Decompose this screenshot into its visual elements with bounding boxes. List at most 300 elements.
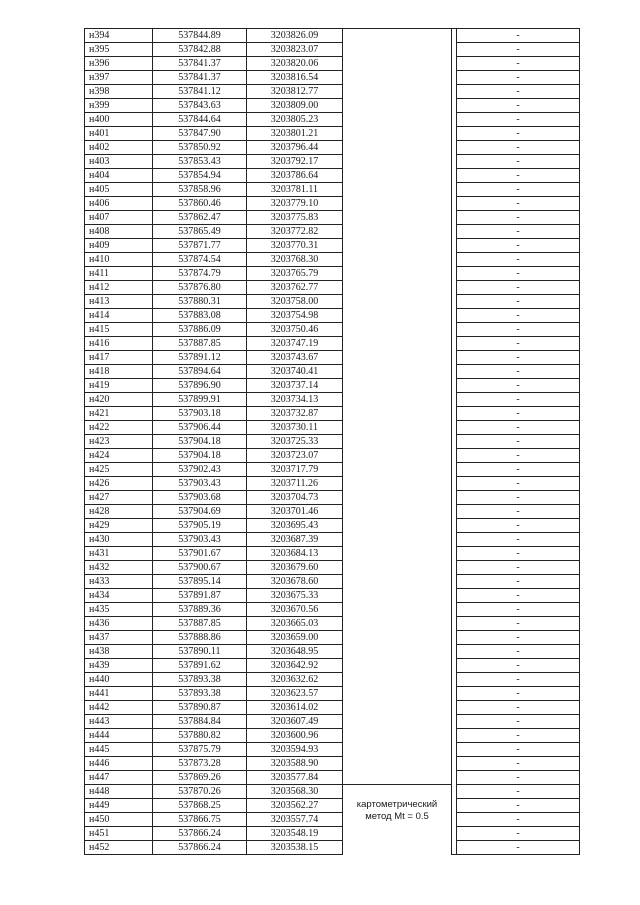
x-coordinate-cell: 537841.37 — [153, 71, 247, 85]
point-name-cell: н396 — [85, 57, 153, 71]
dash-cell: - — [457, 841, 580, 855]
dash-cell: - — [457, 701, 580, 715]
dash-cell: - — [457, 729, 580, 743]
table-row — [85, 337, 580, 351]
x-coordinate-cell: 537841.12 — [153, 85, 247, 99]
x-coordinate-cell: 537886.09 — [153, 323, 247, 337]
dash-cell: - — [457, 71, 580, 85]
dash-cell: - — [457, 561, 580, 575]
table-row — [85, 127, 580, 141]
x-coordinate-cell: 537893.38 — [153, 687, 247, 701]
table-row — [85, 43, 580, 57]
method-cell — [343, 323, 452, 337]
x-coordinate-cell: 537847.90 — [153, 127, 247, 141]
dash-cell: - — [457, 589, 580, 603]
method-cell — [343, 351, 452, 365]
y-coordinate-cell: 3203632.62 — [247, 673, 343, 687]
point-name-cell: н420 — [85, 393, 153, 407]
point-name-cell: н429 — [85, 519, 153, 533]
dash-cell: - — [457, 267, 580, 281]
table-row — [85, 617, 580, 631]
table-row — [85, 547, 580, 561]
table-row — [85, 393, 580, 407]
x-coordinate-cell: 537891.62 — [153, 659, 247, 673]
y-coordinate-cell: 3203801.21 — [247, 127, 343, 141]
point-name-cell: н432 — [85, 561, 153, 575]
point-name-cell: н445 — [85, 743, 153, 757]
y-coordinate-cell: 3203665.03 — [247, 617, 343, 631]
x-coordinate-cell: 537890.87 — [153, 701, 247, 715]
dash-cell: - — [457, 183, 580, 197]
method-cell — [343, 211, 452, 225]
dash-cell: - — [457, 463, 580, 477]
x-coordinate-cell: 537884.84 — [153, 715, 247, 729]
method-cell — [343, 225, 452, 239]
method-cell — [343, 43, 452, 57]
x-coordinate-cell: 537895.14 — [153, 575, 247, 589]
method-cell — [343, 743, 452, 757]
point-name-cell: н449 — [85, 799, 153, 813]
point-name-cell: н402 — [85, 141, 153, 155]
x-coordinate-cell: 537853.43 — [153, 155, 247, 169]
y-coordinate-cell: 3203648.95 — [247, 645, 343, 659]
y-coordinate-cell: 3203687.39 — [247, 533, 343, 547]
method-cell — [343, 785, 452, 855]
x-coordinate-cell: 537876.80 — [153, 281, 247, 295]
table-row — [85, 575, 580, 589]
x-coordinate-cell: 537901.67 — [153, 547, 247, 561]
table-row — [85, 603, 580, 617]
dash-cell: - — [457, 57, 580, 71]
method-cell — [343, 85, 452, 99]
table-row — [85, 701, 580, 715]
x-coordinate-cell: 537871.77 — [153, 239, 247, 253]
method-cell — [343, 99, 452, 113]
dash-cell: - — [457, 673, 580, 687]
y-coordinate-cell: 3203809.00 — [247, 99, 343, 113]
method-cell — [343, 701, 452, 715]
y-coordinate-cell: 3203600.96 — [247, 729, 343, 743]
dash-cell: - — [457, 533, 580, 547]
point-name-cell: н446 — [85, 757, 153, 771]
table-row — [85, 295, 580, 309]
x-coordinate-cell: 537899.91 — [153, 393, 247, 407]
table-row — [85, 211, 580, 225]
y-coordinate-cell: 3203758.00 — [247, 295, 343, 309]
point-name-cell: н419 — [85, 379, 153, 393]
x-coordinate-cell: 537860.46 — [153, 197, 247, 211]
point-name-cell: н407 — [85, 211, 153, 225]
x-coordinate-cell: 537906.44 — [153, 421, 247, 435]
method-cell — [343, 379, 452, 393]
dash-cell: - — [457, 211, 580, 225]
method-cell — [343, 687, 452, 701]
dash-cell: - — [457, 505, 580, 519]
table-row — [85, 505, 580, 519]
y-coordinate-cell: 3203568.30 — [247, 785, 343, 799]
dash-cell: - — [457, 449, 580, 463]
x-coordinate-cell: 537893.38 — [153, 673, 247, 687]
table-row — [85, 365, 580, 379]
x-coordinate-cell: 537894.64 — [153, 365, 247, 379]
x-coordinate-cell: 537903.43 — [153, 477, 247, 491]
point-name-cell: н422 — [85, 421, 153, 435]
point-name-cell: н430 — [85, 533, 153, 547]
point-name-cell: н439 — [85, 659, 153, 673]
method-cell — [343, 407, 452, 421]
x-coordinate-cell: 537883.08 — [153, 309, 247, 323]
table-row — [85, 813, 580, 827]
y-coordinate-cell: 3203695.43 — [247, 519, 343, 533]
y-coordinate-cell: 3203678.60 — [247, 575, 343, 589]
x-coordinate-cell: 537900.67 — [153, 561, 247, 575]
point-name-cell: н427 — [85, 491, 153, 505]
method-cell — [343, 281, 452, 295]
y-coordinate-cell: 3203730.11 — [247, 421, 343, 435]
coordinates-table — [84, 28, 580, 855]
dash-cell: - — [457, 379, 580, 393]
y-coordinate-cell: 3203701.46 — [247, 505, 343, 519]
point-name-cell: н415 — [85, 323, 153, 337]
x-coordinate-cell: 537850.92 — [153, 141, 247, 155]
x-coordinate-cell: 537844.89 — [153, 29, 247, 43]
table-row — [85, 267, 580, 281]
y-coordinate-cell: 3203765.79 — [247, 267, 343, 281]
table-row — [85, 645, 580, 659]
x-coordinate-cell: 537843.63 — [153, 99, 247, 113]
dash-cell: - — [457, 197, 580, 211]
point-name-cell: н442 — [85, 701, 153, 715]
dash-cell: - — [457, 337, 580, 351]
table-row — [85, 659, 580, 673]
dash-cell: - — [457, 771, 580, 785]
table-row — [85, 785, 580, 799]
y-coordinate-cell: 3203823.07 — [247, 43, 343, 57]
x-coordinate-cell: 537904.69 — [153, 505, 247, 519]
point-name-cell: н412 — [85, 281, 153, 295]
dash-cell: - — [457, 295, 580, 309]
method-cell — [343, 645, 452, 659]
y-coordinate-cell: 3203577.84 — [247, 771, 343, 785]
x-coordinate-cell: 537880.31 — [153, 295, 247, 309]
point-name-cell: н451 — [85, 827, 153, 841]
table-row — [85, 827, 580, 841]
point-name-cell: н409 — [85, 239, 153, 253]
table-row — [85, 309, 580, 323]
y-coordinate-cell: 3203557.74 — [247, 813, 343, 827]
point-name-cell: н405 — [85, 183, 153, 197]
x-coordinate-cell: 537874.79 — [153, 267, 247, 281]
method-cell — [343, 421, 452, 435]
point-name-cell: н425 — [85, 463, 153, 477]
dash-cell: - — [457, 351, 580, 365]
point-name-cell: н421 — [85, 407, 153, 421]
point-name-cell: н417 — [85, 351, 153, 365]
y-coordinate-cell: 3203725.33 — [247, 435, 343, 449]
y-coordinate-cell: 3203659.00 — [247, 631, 343, 645]
method-cell — [343, 715, 452, 729]
dash-cell: - — [457, 253, 580, 267]
table-row — [85, 85, 580, 99]
x-coordinate-cell: 537905.19 — [153, 519, 247, 533]
y-coordinate-cell: 3203670.56 — [247, 603, 343, 617]
point-name-cell: н414 — [85, 309, 153, 323]
method-line-2: метод Mt = 0.5 — [365, 811, 429, 822]
table-row — [85, 449, 580, 463]
y-coordinate-cell: 3203770.31 — [247, 239, 343, 253]
table-row — [85, 407, 580, 421]
point-name-cell: н444 — [85, 729, 153, 743]
point-name-cell: н443 — [85, 715, 153, 729]
point-name-cell: н440 — [85, 673, 153, 687]
dash-cell: - — [457, 239, 580, 253]
method-cell — [343, 631, 452, 645]
y-coordinate-cell: 3203732.87 — [247, 407, 343, 421]
method-cell — [343, 659, 452, 673]
y-coordinate-cell: 3203737.14 — [247, 379, 343, 393]
x-coordinate-cell: 537890.11 — [153, 645, 247, 659]
table-row — [85, 435, 580, 449]
dash-cell: - — [457, 715, 580, 729]
x-coordinate-cell: 537875.79 — [153, 743, 247, 757]
x-coordinate-cell: 537896.90 — [153, 379, 247, 393]
x-coordinate-cell: 537903.68 — [153, 491, 247, 505]
y-coordinate-cell: 3203816.54 — [247, 71, 343, 85]
point-name-cell: н433 — [85, 575, 153, 589]
dash-cell: - — [457, 323, 580, 337]
y-coordinate-cell: 3203642.92 — [247, 659, 343, 673]
dash-cell: - — [457, 169, 580, 183]
x-coordinate-cell: 537870.26 — [153, 785, 247, 799]
table-row — [85, 421, 580, 435]
y-coordinate-cell: 3203747.19 — [247, 337, 343, 351]
method-cell — [343, 365, 452, 379]
point-name-cell: н452 — [85, 841, 153, 855]
method-line-1: картометрический — [356, 799, 438, 810]
table-row — [85, 729, 580, 743]
point-name-cell: н410 — [85, 253, 153, 267]
table-row — [85, 141, 580, 155]
point-name-cell: н435 — [85, 603, 153, 617]
x-coordinate-cell: 537887.85 — [153, 337, 247, 351]
x-coordinate-cell: 537866.24 — [153, 827, 247, 841]
y-coordinate-cell: 3203548.19 — [247, 827, 343, 841]
dash-cell: - — [457, 407, 580, 421]
y-coordinate-cell: 3203772.82 — [247, 225, 343, 239]
method-cell — [343, 155, 452, 169]
table-row — [85, 533, 580, 547]
x-coordinate-cell: 537841.37 — [153, 57, 247, 71]
table-row — [85, 491, 580, 505]
point-name-cell: н447 — [85, 771, 153, 785]
method-cell — [343, 771, 452, 785]
table-row — [85, 463, 580, 477]
dash-cell: - — [457, 687, 580, 701]
dash-cell: - — [457, 155, 580, 169]
y-coordinate-cell: 3203754.98 — [247, 309, 343, 323]
y-coordinate-cell: 3203805.23 — [247, 113, 343, 127]
table-row — [85, 113, 580, 127]
dash-cell: - — [457, 519, 580, 533]
y-coordinate-cell: 3203734.13 — [247, 393, 343, 407]
point-name-cell: н394 — [85, 29, 153, 43]
table-row — [85, 225, 580, 239]
point-name-cell: н441 — [85, 687, 153, 701]
dash-cell: - — [457, 547, 580, 561]
dash-cell: - — [457, 309, 580, 323]
x-coordinate-cell: 537854.94 — [153, 169, 247, 183]
dash-cell: - — [457, 575, 580, 589]
method-cell — [343, 295, 452, 309]
point-name-cell: н437 — [85, 631, 153, 645]
table-row — [85, 519, 580, 533]
dash-cell: - — [457, 659, 580, 673]
point-name-cell: н399 — [85, 99, 153, 113]
method-note — [343, 785, 451, 823]
y-coordinate-cell: 3203675.33 — [247, 589, 343, 603]
dash-cell: - — [457, 477, 580, 491]
dash-cell: - — [457, 225, 580, 239]
dash-cell: - — [457, 827, 580, 841]
table-row — [85, 673, 580, 687]
dash-cell: - — [457, 785, 580, 799]
method-cell — [343, 183, 452, 197]
method-cell — [343, 547, 452, 561]
y-coordinate-cell: 3203711.26 — [247, 477, 343, 491]
point-name-cell: н413 — [85, 295, 153, 309]
x-coordinate-cell: 537844.64 — [153, 113, 247, 127]
dash-cell: - — [457, 631, 580, 645]
y-coordinate-cell: 3203614.02 — [247, 701, 343, 715]
table-row — [85, 99, 580, 113]
x-coordinate-cell: 537902.43 — [153, 463, 247, 477]
point-name-cell: н418 — [85, 365, 153, 379]
y-coordinate-cell: 3203792.17 — [247, 155, 343, 169]
table-row — [85, 589, 580, 603]
method-cell — [343, 463, 452, 477]
y-coordinate-cell: 3203781.11 — [247, 183, 343, 197]
dash-cell: - — [457, 281, 580, 295]
point-name-cell: н450 — [85, 813, 153, 827]
dash-cell: - — [457, 127, 580, 141]
point-name-cell: н411 — [85, 267, 153, 281]
point-name-cell: н428 — [85, 505, 153, 519]
dash-cell: - — [457, 491, 580, 505]
dash-cell: - — [457, 799, 580, 813]
x-coordinate-cell: 537889.36 — [153, 603, 247, 617]
x-coordinate-cell: 537887.85 — [153, 617, 247, 631]
dash-cell: - — [457, 435, 580, 449]
dash-cell: - — [457, 757, 580, 771]
method-cell — [343, 141, 452, 155]
point-name-cell: н436 — [85, 617, 153, 631]
method-cell — [343, 603, 452, 617]
method-cell — [343, 757, 452, 771]
y-coordinate-cell: 3203740.41 — [247, 365, 343, 379]
table-row — [85, 687, 580, 701]
y-coordinate-cell: 3203786.64 — [247, 169, 343, 183]
table-row — [85, 239, 580, 253]
point-name-cell: н431 — [85, 547, 153, 561]
method-cell — [343, 519, 452, 533]
dash-cell: - — [457, 603, 580, 617]
y-coordinate-cell: 3203704.73 — [247, 491, 343, 505]
x-coordinate-cell: 537866.75 — [153, 813, 247, 827]
table-row — [85, 743, 580, 757]
method-cell — [343, 561, 452, 575]
method-cell — [343, 435, 452, 449]
method-cell — [343, 57, 452, 71]
y-coordinate-cell: 3203717.79 — [247, 463, 343, 477]
y-coordinate-cell: 3203820.06 — [247, 57, 343, 71]
table-row — [85, 29, 580, 43]
point-name-cell: н395 — [85, 43, 153, 57]
table-row — [85, 757, 580, 771]
y-coordinate-cell: 3203768.30 — [247, 253, 343, 267]
dash-cell: - — [457, 365, 580, 379]
method-cell — [343, 127, 452, 141]
x-coordinate-cell: 537891.87 — [153, 589, 247, 603]
method-cell — [343, 393, 452, 407]
method-cell — [343, 239, 452, 253]
method-cell — [343, 617, 452, 631]
method-cell — [343, 589, 452, 603]
table-row — [85, 771, 580, 785]
point-name-cell: н423 — [85, 435, 153, 449]
dash-cell: - — [457, 113, 580, 127]
y-coordinate-cell: 3203812.77 — [247, 85, 343, 99]
dash-cell: - — [457, 29, 580, 43]
y-coordinate-cell: 3203723.07 — [247, 449, 343, 463]
point-name-cell: н400 — [85, 113, 153, 127]
point-name-cell: н398 — [85, 85, 153, 99]
table-row — [85, 631, 580, 645]
x-coordinate-cell: 537865.49 — [153, 225, 247, 239]
table-row — [85, 561, 580, 575]
point-name-cell: н426 — [85, 477, 153, 491]
dash-cell: - — [457, 43, 580, 57]
point-name-cell: н448 — [85, 785, 153, 799]
y-coordinate-cell: 3203538.15 — [247, 841, 343, 855]
table-row — [85, 197, 580, 211]
dash-cell: - — [457, 99, 580, 113]
method-cell — [343, 337, 452, 351]
x-coordinate-cell: 537903.43 — [153, 533, 247, 547]
method-cell — [343, 477, 452, 491]
y-coordinate-cell: 3203775.83 — [247, 211, 343, 225]
y-coordinate-cell: 3203588.90 — [247, 757, 343, 771]
point-name-cell: н406 — [85, 197, 153, 211]
x-coordinate-cell: 537904.18 — [153, 449, 247, 463]
method-cell — [343, 505, 452, 519]
dash-cell: - — [457, 141, 580, 155]
point-name-cell: н408 — [85, 225, 153, 239]
point-name-cell: н404 — [85, 169, 153, 183]
point-name-cell: н403 — [85, 155, 153, 169]
method-cell — [343, 267, 452, 281]
x-coordinate-cell: 537862.47 — [153, 211, 247, 225]
dash-cell: - — [457, 743, 580, 757]
table-row — [85, 715, 580, 729]
method-cell — [343, 491, 452, 505]
point-name-cell: н401 — [85, 127, 153, 141]
method-cell — [343, 29, 452, 43]
table-row — [85, 57, 580, 71]
y-coordinate-cell: 3203750.46 — [247, 323, 343, 337]
y-coordinate-cell: 3203679.60 — [247, 561, 343, 575]
point-name-cell: н416 — [85, 337, 153, 351]
point-name-cell: н434 — [85, 589, 153, 603]
